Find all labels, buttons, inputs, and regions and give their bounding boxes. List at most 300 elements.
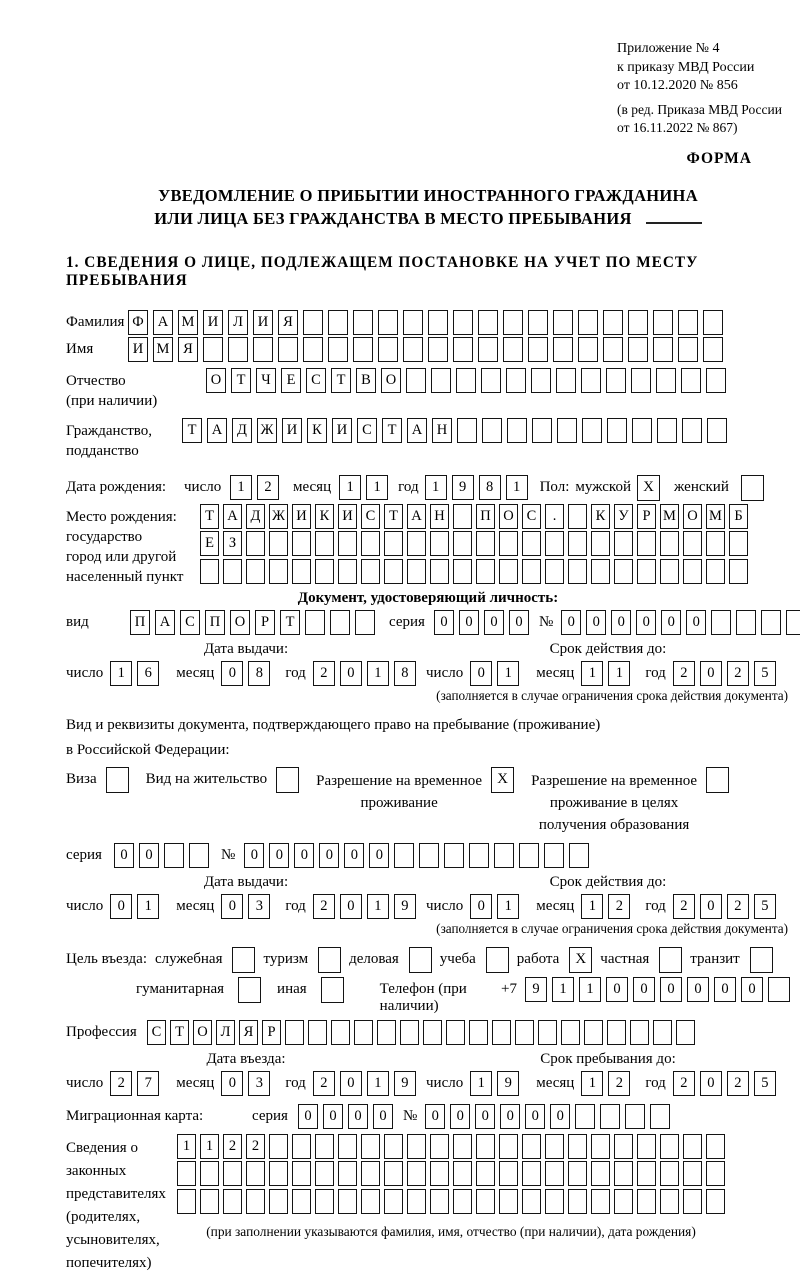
- char-cell: [189, 843, 209, 868]
- char-cell: С: [357, 418, 377, 443]
- char-cell: 0: [660, 977, 682, 1002]
- char-cell: 1: [230, 475, 252, 500]
- issue-year-label: год: [285, 664, 306, 681]
- char-cell: [361, 531, 380, 556]
- char-cell: [430, 1189, 449, 1214]
- char-cell: 0: [475, 1104, 495, 1129]
- char-cell: [591, 531, 610, 556]
- residence-valid-col: [426, 874, 790, 919]
- char-cell: [578, 310, 598, 335]
- char-cell: [637, 531, 656, 556]
- char-cell: [315, 559, 334, 584]
- char-cell: А: [407, 504, 426, 529]
- form-title-line-1: УВЕДОМЛЕНИЕ О ПРИБЫТИИ ИНОСТРАННОГО ГРАЖДАНИНА: [158, 185, 698, 205]
- char-cell: [653, 337, 673, 362]
- migration-number-boxes: [425, 1104, 670, 1129]
- birth-place-label: [66, 504, 200, 587]
- char-cell: [637, 1161, 656, 1186]
- stay-day-boxes: [470, 1071, 519, 1096]
- char-cell: [444, 843, 464, 868]
- char-cell: [683, 1189, 702, 1214]
- option-temp-residence: [316, 767, 514, 814]
- char-cell: Я: [239, 1020, 258, 1045]
- forma-label: ФОРМА: [686, 149, 752, 167]
- doc-type-boxes: [130, 610, 375, 635]
- char-cell: 0: [470, 894, 492, 919]
- profession-label: Профессия: [66, 1023, 137, 1040]
- char-cell: Р: [637, 504, 656, 529]
- char-cell: [522, 531, 541, 556]
- char-cell: [481, 368, 501, 393]
- char-cell: [568, 531, 587, 556]
- char-cell: [578, 337, 598, 362]
- char-cell: Я: [178, 337, 198, 362]
- char-cell: [736, 610, 756, 635]
- char-cell: [507, 418, 527, 443]
- char-cell: [683, 531, 702, 556]
- char-cell: 0: [319, 843, 339, 868]
- char-cell: [681, 368, 701, 393]
- char-cell: [492, 1020, 511, 1045]
- char-cell: [603, 337, 623, 362]
- char-cell: [653, 310, 673, 335]
- purpose-row-2: [136, 977, 790, 1015]
- char-cell: 8: [248, 661, 270, 686]
- residence-doc-seriya-row: [66, 843, 790, 868]
- name-label: Имя: [66, 340, 94, 357]
- char-cell: [678, 337, 698, 362]
- residence-valid-month-boxes: [581, 894, 630, 919]
- char-cell: [407, 1189, 426, 1214]
- char-cell: М: [178, 310, 198, 335]
- char-cell: [246, 1189, 265, 1214]
- char-cell: 2: [673, 1071, 695, 1096]
- char-cell: [625, 1104, 645, 1129]
- doc-seriya-boxes: [434, 610, 529, 635]
- char-cell: 2: [313, 661, 335, 686]
- char-cell: Д: [246, 504, 265, 529]
- char-cell: Д: [232, 418, 252, 443]
- char-cell: 3: [248, 894, 270, 919]
- sex-female-label: женский: [674, 479, 729, 495]
- char-cell: В: [356, 368, 376, 393]
- char-cell: 0: [369, 843, 389, 868]
- char-cell: 1: [367, 894, 389, 919]
- char-cell: 1: [367, 661, 389, 686]
- residence-doc-intro-line-1: Вид и реквизиты документа, подтверждающего право на пребывание (проживание): [66, 716, 601, 733]
- char-cell: Н: [432, 418, 452, 443]
- char-cell: П: [205, 610, 225, 635]
- char-cell: [292, 1189, 311, 1214]
- char-cell: С: [180, 610, 200, 635]
- char-cell: [453, 504, 472, 529]
- char-cell: [584, 1020, 603, 1045]
- char-cell: .: [545, 504, 564, 529]
- residence-number-label: №: [221, 846, 236, 863]
- annex-note-block: [617, 101, 790, 138]
- name-row: [66, 337, 790, 362]
- char-cell: [469, 1020, 488, 1045]
- char-cell: 0: [741, 977, 763, 1002]
- annex-block: [617, 40, 790, 96]
- char-cell: [532, 418, 552, 443]
- char-cell: 0: [110, 894, 132, 919]
- char-cell: 0: [550, 1104, 570, 1129]
- sex-male-label: мужской: [575, 479, 631, 495]
- char-cell: [522, 1161, 541, 1186]
- char-cell: П: [130, 610, 150, 635]
- char-cell: 9: [394, 894, 416, 919]
- purpose-other-checkbox: [321, 977, 344, 1003]
- valid-year-label: год: [645, 664, 666, 681]
- char-cell: [338, 531, 357, 556]
- option-temp-residence-education-line-1: Разрешение на временное: [531, 772, 698, 789]
- identity-valid-col: [426, 641, 790, 686]
- char-cell: [503, 337, 523, 362]
- purpose-transit-checkbox: [750, 947, 773, 973]
- char-cell: [403, 310, 423, 335]
- entry-month-boxes: [221, 1071, 270, 1096]
- residence-number-boxes: [244, 843, 589, 868]
- birth-place-row-1: [200, 504, 748, 529]
- form-title-line-2: [66, 207, 790, 230]
- char-cell: 9: [497, 1071, 519, 1096]
- profession-row: [66, 1020, 790, 1045]
- char-cell: [223, 1189, 242, 1214]
- char-cell: [660, 1134, 679, 1159]
- char-cell: 0: [700, 1071, 722, 1096]
- char-cell: [200, 1189, 219, 1214]
- phone-boxes: [525, 977, 790, 1002]
- residence-doc-options: [66, 767, 790, 836]
- char-cell: Е: [200, 531, 219, 556]
- char-cell: [253, 337, 273, 362]
- char-cell: 0: [425, 1104, 445, 1129]
- char-cell: [630, 1020, 649, 1045]
- residence-valid-heading: Срок действия до:: [549, 873, 667, 890]
- representatives-label: [66, 1134, 177, 1275]
- char-cell: [703, 310, 723, 335]
- char-cell: [482, 418, 502, 443]
- char-cell: [531, 368, 551, 393]
- char-cell: 2: [608, 894, 630, 919]
- char-cell: [269, 1134, 288, 1159]
- char-cell: [403, 337, 423, 362]
- residence-valid-row: [426, 894, 790, 919]
- char-cell: [223, 1161, 242, 1186]
- char-cell: [400, 1020, 419, 1045]
- option-temp-residence-education: [531, 767, 729, 836]
- char-cell: 1: [581, 894, 603, 919]
- char-cell: [384, 1161, 403, 1186]
- citizenship-row: [66, 418, 790, 461]
- stay-year-boxes: [673, 1071, 776, 1096]
- char-cell: [292, 559, 311, 584]
- char-cell: 1: [367, 1071, 389, 1096]
- char-cell: [591, 1189, 610, 1214]
- patronymic-label: [66, 368, 206, 411]
- char-cell: [607, 1020, 626, 1045]
- char-cell: [469, 843, 489, 868]
- char-cell: [676, 1020, 695, 1045]
- char-cell: 1: [608, 661, 630, 686]
- char-cell: [581, 368, 601, 393]
- section-1-heading: 1. СВЕДЕНИЯ О ЛИЦЕ, ПОДЛЕЖАЩЕМ ПОСТАНОВКЕ НА УЧЕТ ПО МЕСТУ ПРЕБЫВАНИЯ: [66, 253, 699, 289]
- birth-place-label-line-3: город или другой: [66, 548, 177, 565]
- char-cell: 1: [177, 1134, 196, 1159]
- valid-month-label: месяц: [536, 664, 575, 681]
- surname-label: Фамилия: [66, 313, 125, 330]
- entry-stay-dates: [66, 1051, 790, 1096]
- representatives-label-line-4: (родителях,: [66, 1208, 141, 1225]
- residence-issue-heading: Дата выдачи:: [203, 873, 289, 890]
- char-cell: [494, 843, 514, 868]
- option-temp-residence-education-label: [531, 767, 697, 836]
- char-cell: 2: [673, 661, 695, 686]
- stay-day-label: число: [426, 1074, 464, 1091]
- birth-day-label: число: [184, 479, 222, 495]
- annex-line-1: Приложение № 4: [617, 41, 720, 56]
- char-cell: [522, 1134, 541, 1159]
- char-cell: А: [153, 310, 173, 335]
- char-cell: 0: [298, 1104, 318, 1129]
- char-cell: [407, 1161, 426, 1186]
- char-cell: [506, 368, 526, 393]
- char-cell: [338, 1161, 357, 1186]
- valid-year-boxes: [673, 661, 776, 686]
- residence-valid-note: (заполняется в случае ограничения срока действия документа): [436, 920, 788, 936]
- char-cell: [328, 337, 348, 362]
- residence-valid-day-label: число: [426, 897, 464, 914]
- char-cell: 0: [606, 977, 628, 1002]
- representatives-label-line-1: Сведения о: [66, 1139, 138, 1156]
- entry-date-heading: Дата въезда:: [206, 1050, 286, 1067]
- char-cell: И: [338, 504, 357, 529]
- char-cell: [545, 559, 564, 584]
- char-cell: [378, 310, 398, 335]
- char-cell: [528, 337, 548, 362]
- purpose-label: Цель въезда:: [66, 950, 147, 967]
- char-cell: [338, 1189, 357, 1214]
- option-visa-label: Виза: [66, 770, 97, 787]
- char-cell: [568, 1189, 587, 1214]
- char-cell: [660, 1161, 679, 1186]
- char-cell: [453, 559, 472, 584]
- migration-number-label: №: [402, 1107, 418, 1124]
- char-cell: 0: [340, 894, 362, 919]
- char-cell: 0: [661, 610, 681, 635]
- char-cell: 2: [727, 661, 749, 686]
- char-cell: [660, 531, 679, 556]
- char-cell: Р: [255, 610, 275, 635]
- doc-type-label: вид: [66, 613, 89, 630]
- char-cell: [600, 1104, 620, 1129]
- char-cell: [223, 559, 242, 584]
- representatives-row-3: [177, 1189, 725, 1214]
- purpose-private-checkbox: [659, 947, 682, 973]
- char-cell: [614, 531, 633, 556]
- char-cell: [575, 1104, 595, 1129]
- blank-underline: [646, 209, 702, 224]
- migration-card-label: Миграционная карта:: [66, 1107, 204, 1124]
- birth-place-label-line-2: государство: [66, 528, 143, 545]
- birth-place-row-3: [200, 559, 748, 584]
- residence-issue-day-boxes: [110, 894, 159, 919]
- char-cell: Т: [182, 418, 202, 443]
- char-cell: [361, 1134, 380, 1159]
- char-cell: [568, 1134, 587, 1159]
- char-cell: [394, 843, 414, 868]
- char-cell: [353, 337, 373, 362]
- char-cell: [499, 1161, 518, 1186]
- char-cell: 2: [257, 475, 279, 500]
- char-cell: [519, 843, 539, 868]
- stay-month-boxes: [581, 1071, 630, 1096]
- representatives-block: [66, 1134, 790, 1275]
- char-cell: [557, 418, 577, 443]
- char-cell: [656, 368, 676, 393]
- char-cell: Т: [170, 1020, 189, 1045]
- char-cell: 0: [484, 610, 504, 635]
- residence-issue-year-label: год: [285, 897, 306, 914]
- char-cell: 9: [394, 1071, 416, 1096]
- char-cell: [706, 531, 725, 556]
- char-cell: [292, 531, 311, 556]
- char-cell: 0: [221, 894, 243, 919]
- representatives-note: (при заполнении указываются фамилия, имя, отчество (при наличии), дата рождения): [206, 1223, 696, 1239]
- issue-day-boxes: [110, 661, 159, 686]
- char-cell: О: [230, 610, 250, 635]
- char-cell: [278, 337, 298, 362]
- char-cell: 2: [246, 1134, 265, 1159]
- entry-month-label: месяц: [176, 1074, 215, 1091]
- char-cell: [591, 1161, 610, 1186]
- char-cell: 5: [754, 1071, 776, 1096]
- char-cell: [706, 368, 726, 393]
- char-cell: [711, 610, 731, 635]
- identity-issue-col: [66, 641, 426, 686]
- char-cell: [628, 310, 648, 335]
- char-cell: 1: [497, 661, 519, 686]
- identity-valid-row: [426, 661, 790, 686]
- char-cell: Р: [262, 1020, 281, 1045]
- patronymic-label-line-2: (при наличии): [66, 392, 158, 409]
- char-cell: Н: [430, 504, 449, 529]
- purpose-official-checkbox: [232, 947, 255, 973]
- char-cell: Ж: [257, 418, 277, 443]
- char-cell: [428, 310, 448, 335]
- char-cell: [614, 1189, 633, 1214]
- char-cell: [203, 337, 223, 362]
- surname-row: [66, 310, 790, 335]
- char-cell: И: [203, 310, 223, 335]
- form-title: [66, 184, 790, 230]
- purpose-private-label: частная: [600, 950, 650, 967]
- stay-until-heading: Срок пребывания до:: [540, 1050, 676, 1067]
- annex-line-3: от 10.12.2020 № 856: [617, 78, 738, 93]
- char-cell: 0: [586, 610, 606, 635]
- char-cell: [561, 1020, 580, 1045]
- char-cell: 8: [479, 475, 501, 500]
- char-cell: 0: [114, 843, 134, 868]
- citizenship-label-line-1: Гражданство,: [66, 422, 153, 439]
- char-cell: [246, 1161, 265, 1186]
- identity-doc-row: [66, 610, 790, 635]
- char-cell: [377, 1020, 396, 1045]
- char-cell: [177, 1161, 196, 1186]
- char-cell: [315, 1161, 334, 1186]
- char-cell: М: [153, 337, 173, 362]
- char-cell: [177, 1189, 196, 1214]
- migration-seriya-boxes: [298, 1104, 393, 1129]
- char-cell: [164, 843, 184, 868]
- stay-until-row: [426, 1071, 790, 1096]
- char-cell: 0: [500, 1104, 520, 1129]
- char-cell: Ж: [269, 504, 288, 529]
- purpose-work-label: работа: [516, 950, 560, 967]
- char-cell: [200, 559, 219, 584]
- option-visa: [66, 767, 129, 793]
- char-cell: 0: [269, 843, 289, 868]
- sex-female-checkbox: [741, 475, 764, 501]
- char-cell: 2: [313, 1071, 335, 1096]
- char-cell: С: [361, 504, 380, 529]
- char-cell: 0: [611, 610, 631, 635]
- sex-male-checkbox: X: [637, 475, 660, 501]
- char-cell: 0: [221, 661, 243, 686]
- char-cell: [515, 1020, 534, 1045]
- representatives-row-1: [177, 1134, 725, 1159]
- char-cell: Т: [280, 610, 300, 635]
- char-cell: [553, 310, 573, 335]
- char-cell: [678, 310, 698, 335]
- char-cell: 2: [110, 1071, 132, 1096]
- option-temp-residence-education-line-3: получения образования: [538, 816, 690, 833]
- residence-valid-month-label: месяц: [536, 897, 575, 914]
- stay-year-label: год: [645, 1074, 666, 1091]
- purpose-transit-label: транзит: [690, 950, 740, 967]
- char-cell: А: [223, 504, 242, 529]
- char-cell: 3: [248, 1071, 270, 1096]
- char-cell: З: [223, 531, 242, 556]
- char-cell: 0: [714, 977, 736, 1002]
- char-cell: [361, 1161, 380, 1186]
- residence-issue-row: [66, 894, 426, 919]
- char-cell: [499, 531, 518, 556]
- char-cell: 2: [223, 1134, 242, 1159]
- char-cell: 1: [579, 977, 601, 1002]
- char-cell: Т: [231, 368, 251, 393]
- char-cell: [499, 1189, 518, 1214]
- char-cell: [729, 559, 748, 584]
- doc-number-boxes: [561, 610, 800, 635]
- char-cell: [292, 1134, 311, 1159]
- citizenship-label: [66, 418, 182, 461]
- char-cell: И: [128, 337, 148, 362]
- entry-date-col: [66, 1051, 426, 1096]
- char-cell: [522, 1189, 541, 1214]
- char-cell: [430, 559, 449, 584]
- birth-month-label: месяц: [293, 479, 332, 495]
- char-cell: 0: [323, 1104, 343, 1129]
- valid-day-label: число: [426, 664, 464, 681]
- char-cell: [614, 1134, 633, 1159]
- char-cell: [446, 1020, 465, 1045]
- representatives-label-line-2: законных: [66, 1162, 127, 1179]
- char-cell: [499, 1134, 518, 1159]
- sex-label: Пол:: [539, 479, 570, 495]
- char-cell: [419, 843, 439, 868]
